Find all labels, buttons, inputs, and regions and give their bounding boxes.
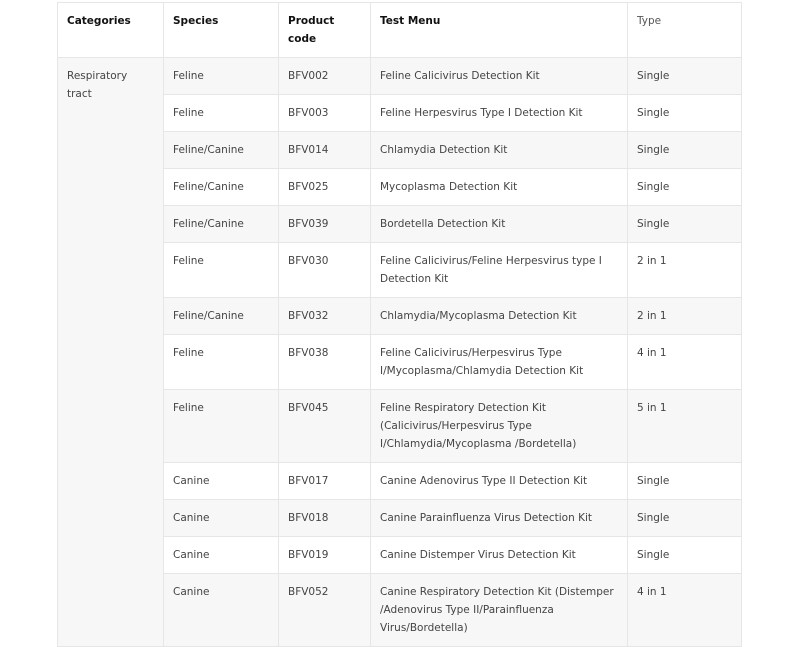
species-cell: Feline: [164, 58, 279, 95]
type-cell: 5 in 1: [628, 390, 742, 463]
species-cell: Canine: [164, 574, 279, 647]
product-code-cell: BFV052: [279, 574, 371, 647]
test-menu-cell: Feline Calicivirus/Herpesvirus Type I/Mycoplasma/Chlamydia Detection Kit: [371, 335, 628, 390]
type-cell: 4 in 1: [628, 574, 742, 647]
header-categories: Categories: [58, 3, 164, 58]
species-cell: Feline: [164, 390, 279, 463]
test-menu-cell: Feline Calicivirus Detection Kit: [371, 58, 628, 95]
product-code-cell: BFV003: [279, 95, 371, 132]
header-row: [58, 3, 742, 58]
product-code-cell: BFV032: [279, 298, 371, 335]
test-menu-cell: Mycoplasma Detection Kit: [371, 169, 628, 206]
type-cell: Single: [628, 132, 742, 169]
product-code-cell: BFV030: [279, 243, 371, 298]
species-cell: Canine: [164, 463, 279, 500]
product-code-cell: BFV002: [279, 58, 371, 95]
product-code-cell: BFV019: [279, 537, 371, 574]
product-code-cell: BFV014: [279, 132, 371, 169]
species-cell: Feline/Canine: [164, 132, 279, 169]
product-code-cell: BFV038: [279, 335, 371, 390]
type-cell: Single: [628, 95, 742, 132]
type-cell: Single: [628, 169, 742, 206]
test-menu-cell: Canine Respiratory Detection Kit (Distemper /Adenovirus Type II/Parainfluenza Virus/Bordetella): [371, 574, 628, 647]
test-menu-cell: Bordetella Detection Kit: [371, 206, 628, 243]
header-species: Species: [164, 3, 279, 58]
species-cell: Feline: [164, 243, 279, 298]
header-product-code: Product code: [279, 3, 371, 58]
type-cell: Single: [628, 463, 742, 500]
type-cell: Single: [628, 58, 742, 95]
type-cell: 2 in 1: [628, 298, 742, 335]
type-cell: Single: [628, 500, 742, 537]
species-cell: Feline/Canine: [164, 206, 279, 243]
species-cell: Canine: [164, 537, 279, 574]
product-code-cell: BFV025: [279, 169, 371, 206]
test-menu-cell: Canine Adenovirus Type II Detection Kit: [371, 463, 628, 500]
test-menu-cell: Feline Respiratory Detection Kit (Calicivirus/Herpesvirus Type I/Chlamydia/Mycoplasma /Bordetella): [371, 390, 628, 463]
test-menu-cell: Canine Parainfluenza Virus Detection Kit: [371, 500, 628, 537]
species-cell: Feline: [164, 335, 279, 390]
type-cell: 4 in 1: [628, 335, 742, 390]
test-menu-cell: Chlamydia/Mycoplasma Detection Kit: [371, 298, 628, 335]
table-row: [58, 58, 742, 95]
product-code-cell: BFV018: [279, 500, 371, 537]
test-menu-cell: Feline Herpesvirus Type I Detection Kit: [371, 95, 628, 132]
test-menu-cell: Chlamydia Detection Kit: [371, 132, 628, 169]
header-type: Type: [628, 3, 742, 58]
type-cell: Single: [628, 537, 742, 574]
product-code-cell: BFV039: [279, 206, 371, 243]
product-code-cell: BFV045: [279, 390, 371, 463]
test-menu-cell: Canine Distemper Virus Detection Kit: [371, 537, 628, 574]
category-cell: Respiratory tract: [58, 58, 164, 647]
species-cell: Canine: [164, 500, 279, 537]
species-cell: Feline: [164, 95, 279, 132]
species-cell: Feline/Canine: [164, 298, 279, 335]
product-code-cell: BFV017: [279, 463, 371, 500]
species-cell: Feline/Canine: [164, 169, 279, 206]
header-test-menu: Test Menu: [371, 3, 628, 58]
type-cell: 2 in 1: [628, 243, 742, 298]
test-menu-cell: Feline Calicivirus/Feline Herpesvirus type I Detection Kit: [371, 243, 628, 298]
type-cell: Single: [628, 206, 742, 243]
product-table: [57, 2, 742, 647]
